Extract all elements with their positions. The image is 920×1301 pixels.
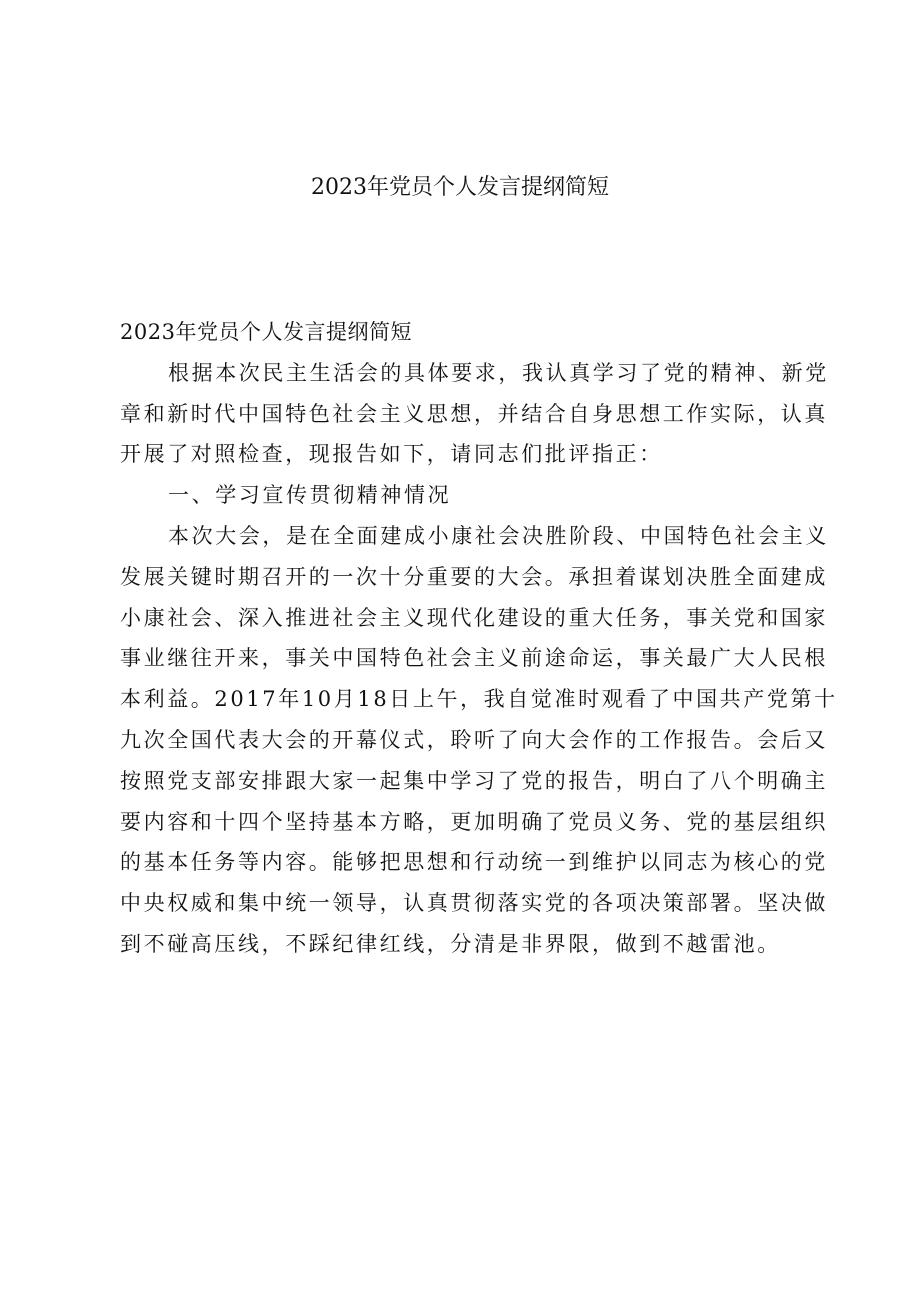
body-line-8: 要内容和十四个坚持基本方略，更加明确了党员义务、党的基层组织 <box>120 809 828 834</box>
intro-line-1: 根据本次民主生活会的具体要求，我认真学习了党的精神、新党 <box>168 360 829 385</box>
section-heading: 一、学习宣传贯彻精神情况 <box>168 483 452 508</box>
intro-line-2: 章和新时代中国特色社会主义思想，并结合自身思想工作实际，认真 <box>120 401 828 426</box>
body-line-3: 小康社会、深入推进社会主义现代化建设的重大任务，事关党和国家 <box>120 605 828 630</box>
document-body <box>120 312 838 965</box>
body-line-6: 九次全国代表大会的开幕仪式，聆听了向大会作的工作报告。会后又 <box>120 727 828 752</box>
document-title: 2023年党员个人发言提纲简短 <box>311 175 609 200</box>
document-subtitle: 2023年党员个人发言提纲简短 <box>120 320 412 344</box>
body-line-2: 发展关键时期召开的一次十分重要的大会。承担着谋划决胜全面建成 <box>120 564 828 589</box>
intro-line-3: 开展了对照检查，现报告如下，请同志们批评指正： <box>120 442 663 467</box>
body-line-7: 按照党支部安排跟大家一起集中学习了党的报告，明白了八个明确主 <box>120 768 828 793</box>
body-line-11: 到不碰高压线，不踩纪律红线，分清是非界限，做到不越雷池。 <box>120 931 781 956</box>
body-line-1: 本次大会，是在全面建成小康社会决胜阶段、中国特色社会主义 <box>168 523 829 548</box>
body-line-5: 本利益。2017年10月18日上午，我自觉准时观看了中国共产党第十 <box>120 687 838 712</box>
body-line-10: 中央权威和集中统一领导，认真贯彻落实党的各项决策部署。坚决做 <box>120 891 828 916</box>
body-line-9: 的基本任务等内容。能够把思想和行动统一到维护以同志为核心的党 <box>120 850 828 875</box>
body-line-4: 事业继往开来，事关中国特色社会主义前途命运，事关最广大人民根 <box>120 646 828 671</box>
